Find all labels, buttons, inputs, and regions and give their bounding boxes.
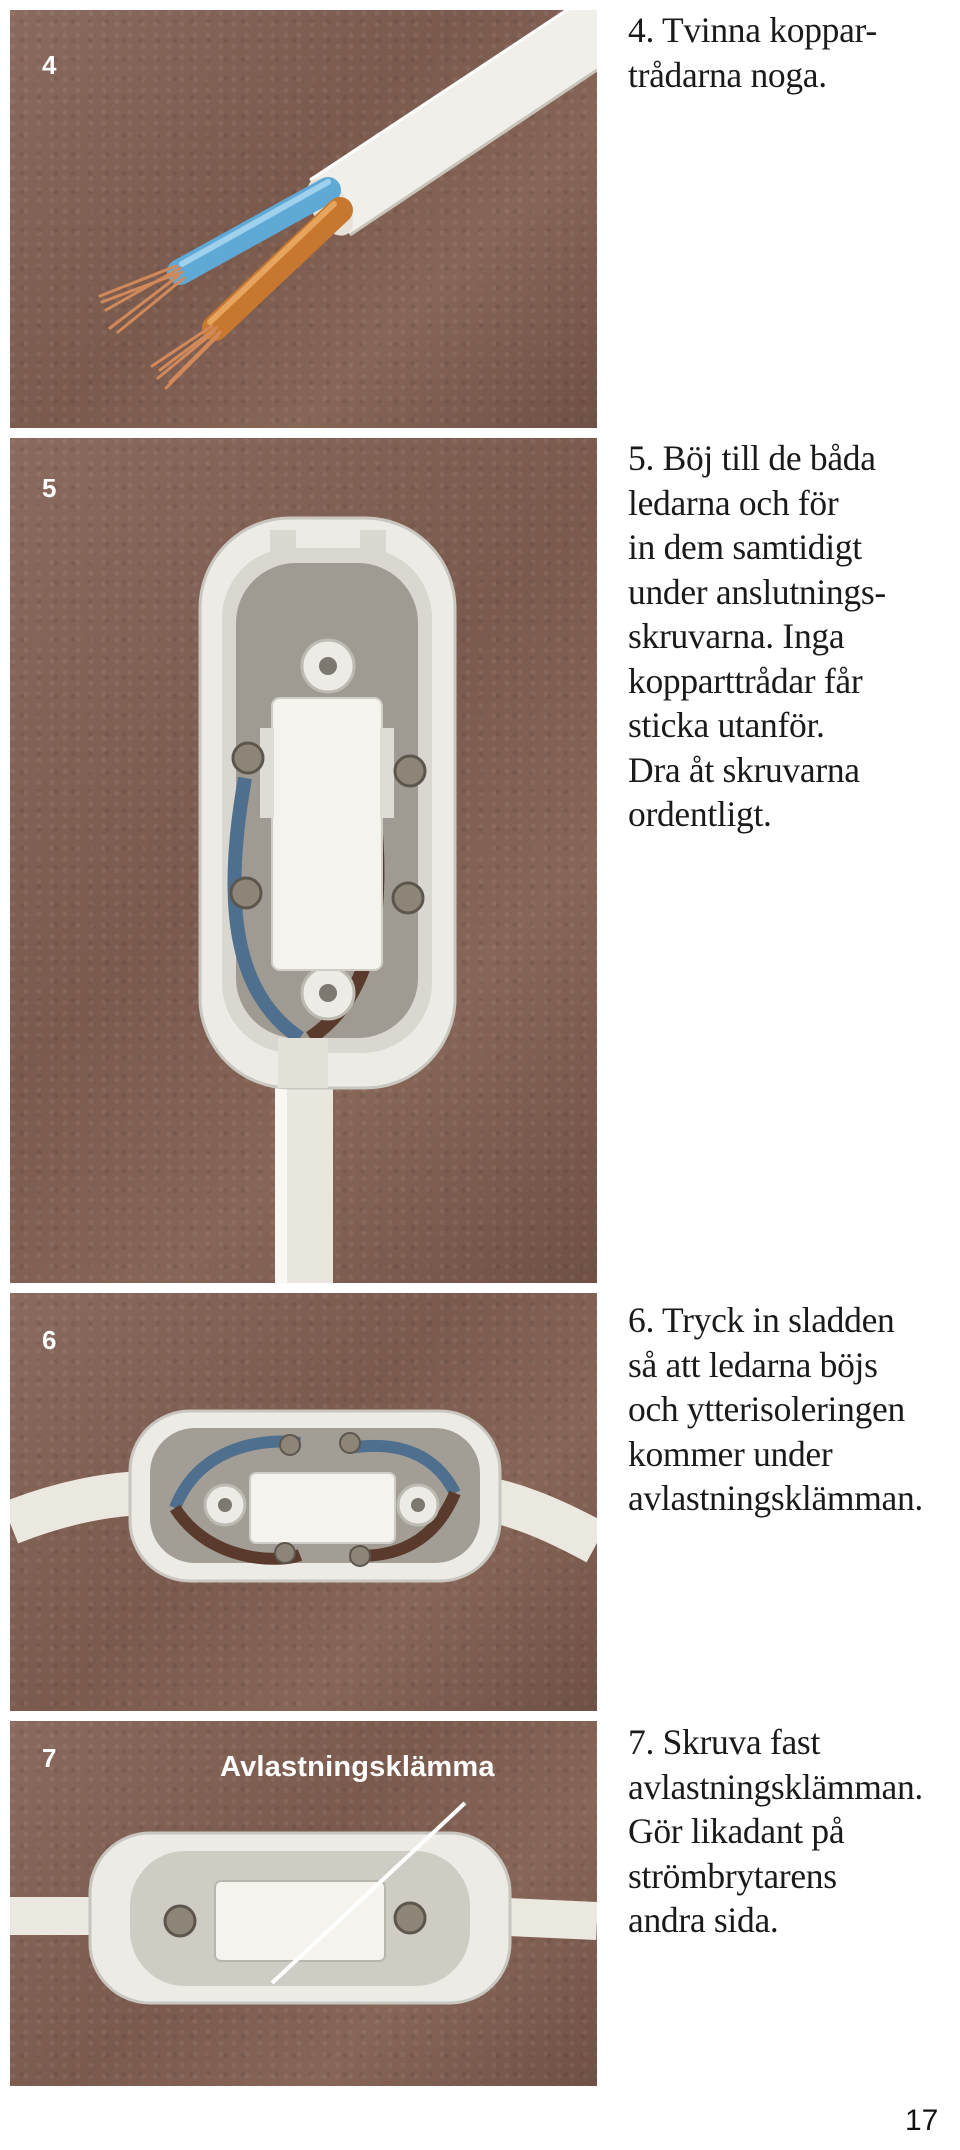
step-5-text: 5. Böj till de båda ledarna och för in dem samtidigt under anslutnings- skruvarna. Inga kopparttrådar får sticka utanför. Dra åt skruvarna ordentligt. — [628, 438, 886, 834]
photo-step-6 — [10, 1293, 597, 1711]
figure-label: 7 — [42, 1743, 57, 1773]
step-6-text: 6. Tryck in sladden så att ledarna böjs och ytterisoleringen kommer under avlastningsklämman. — [628, 1300, 924, 1518]
photo-step-4 — [10, 10, 597, 428]
figure-label: 5 — [42, 473, 57, 503]
page-number: 17 — [905, 2104, 939, 2137]
step-7-text: 7. Skruva fast avlastningsklämman. Gör likadant på strömbrytarens andra sida. — [628, 1722, 924, 1940]
figure-label: 4 — [42, 50, 57, 80]
cable-stripped-wires-illustration — [10, 10, 597, 428]
switch-with-cable-illustration — [10, 1293, 597, 1711]
switch-housing-open-illustration — [10, 438, 597, 1283]
step-4-text: 4. Tvinna koppar- trådarna noga. — [628, 10, 877, 95]
figure-label: 6 — [42, 1325, 57, 1355]
photo-step-7 — [10, 1721, 597, 2086]
callout-label: Avlastningsklämma — [220, 1751, 495, 1783]
photo-step-5 — [10, 438, 597, 1283]
